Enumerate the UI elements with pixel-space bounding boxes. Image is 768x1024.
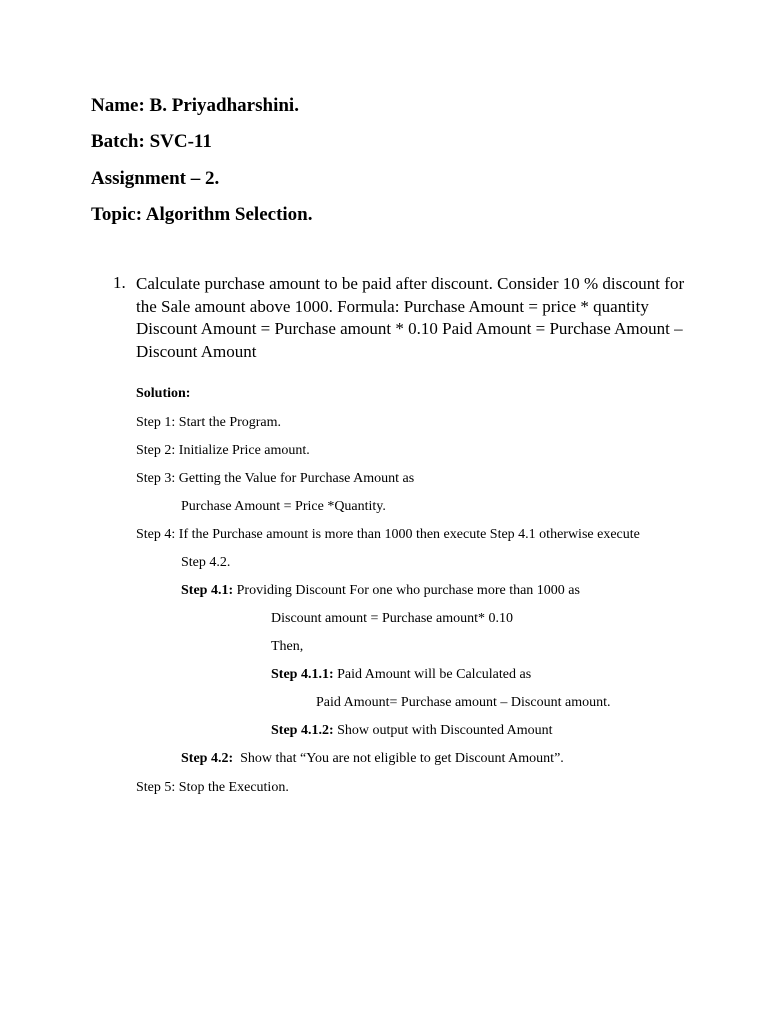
step-4-2-label: Step 4.2:	[181, 751, 234, 766]
step-4-1-1-text: Paid Amount will be Calculated as	[333, 667, 532, 682]
step-4-1-2-text: Show output with Discounted Amount	[333, 723, 553, 738]
step-4-2	[181, 751, 564, 767]
topic-label: Topic: Algorithm Selection.	[91, 204, 313, 225]
step-4-continuation: Step 4.2.	[181, 555, 231, 570]
step-4-1-label: Step 4.1:	[181, 583, 234, 598]
step-4: Step 4: If the Purchase amount is more than 1000 then execute Step 4.1 otherwise execute	[136, 527, 640, 542]
step-4-1-1-formula: Paid Amount= Purchase amount – Discount amount.	[316, 695, 611, 710]
question-text: Calculate purchase amount to be paid after discount. Consider 10 % discount for the Sale amount above 1000. Formula: Purchase Amount = price * quantity Discount Amount = Purchase amount * 0.10 Paid Amount = Purchase Amount – Discount Amount	[136, 274, 685, 361]
batch-label: Batch: SVC-11	[91, 131, 212, 152]
step-4-2-text: Show that “You are not eligible to get Discount Amount”.	[233, 751, 564, 766]
assignment-label: Assignment – 2.	[91, 168, 220, 189]
step-4-1-text: Providing Discount For one who purchase more than 1000 as	[233, 583, 580, 598]
step-4-1-1	[271, 667, 531, 683]
step-4-1-2-label: Step 4.1.2:	[271, 723, 334, 738]
step-4-1-1-label: Step 4.1.1:	[271, 667, 334, 682]
then-text: Then,	[271, 639, 304, 654]
step-1: Step 1: Start the Program.	[136, 415, 282, 430]
step-4-1-2	[271, 723, 553, 739]
question-number: 1.	[113, 273, 126, 292]
student-name: Name: B. Priyadharshini.	[91, 95, 299, 116]
step-3: Step 3: Getting the Value for Purchase Amount as	[136, 471, 415, 486]
step-5: Step 5: Stop the Execution.	[136, 780, 289, 795]
solution-heading: Solution:	[136, 386, 191, 401]
step-4-1	[181, 583, 580, 599]
step-3-formula: Purchase Amount = Price *Quantity.	[181, 499, 386, 514]
step-2: Step 2: Initialize Price amount.	[136, 443, 310, 458]
step-4-1-formula: Discount amount = Purchase amount* 0.10	[271, 611, 513, 626]
